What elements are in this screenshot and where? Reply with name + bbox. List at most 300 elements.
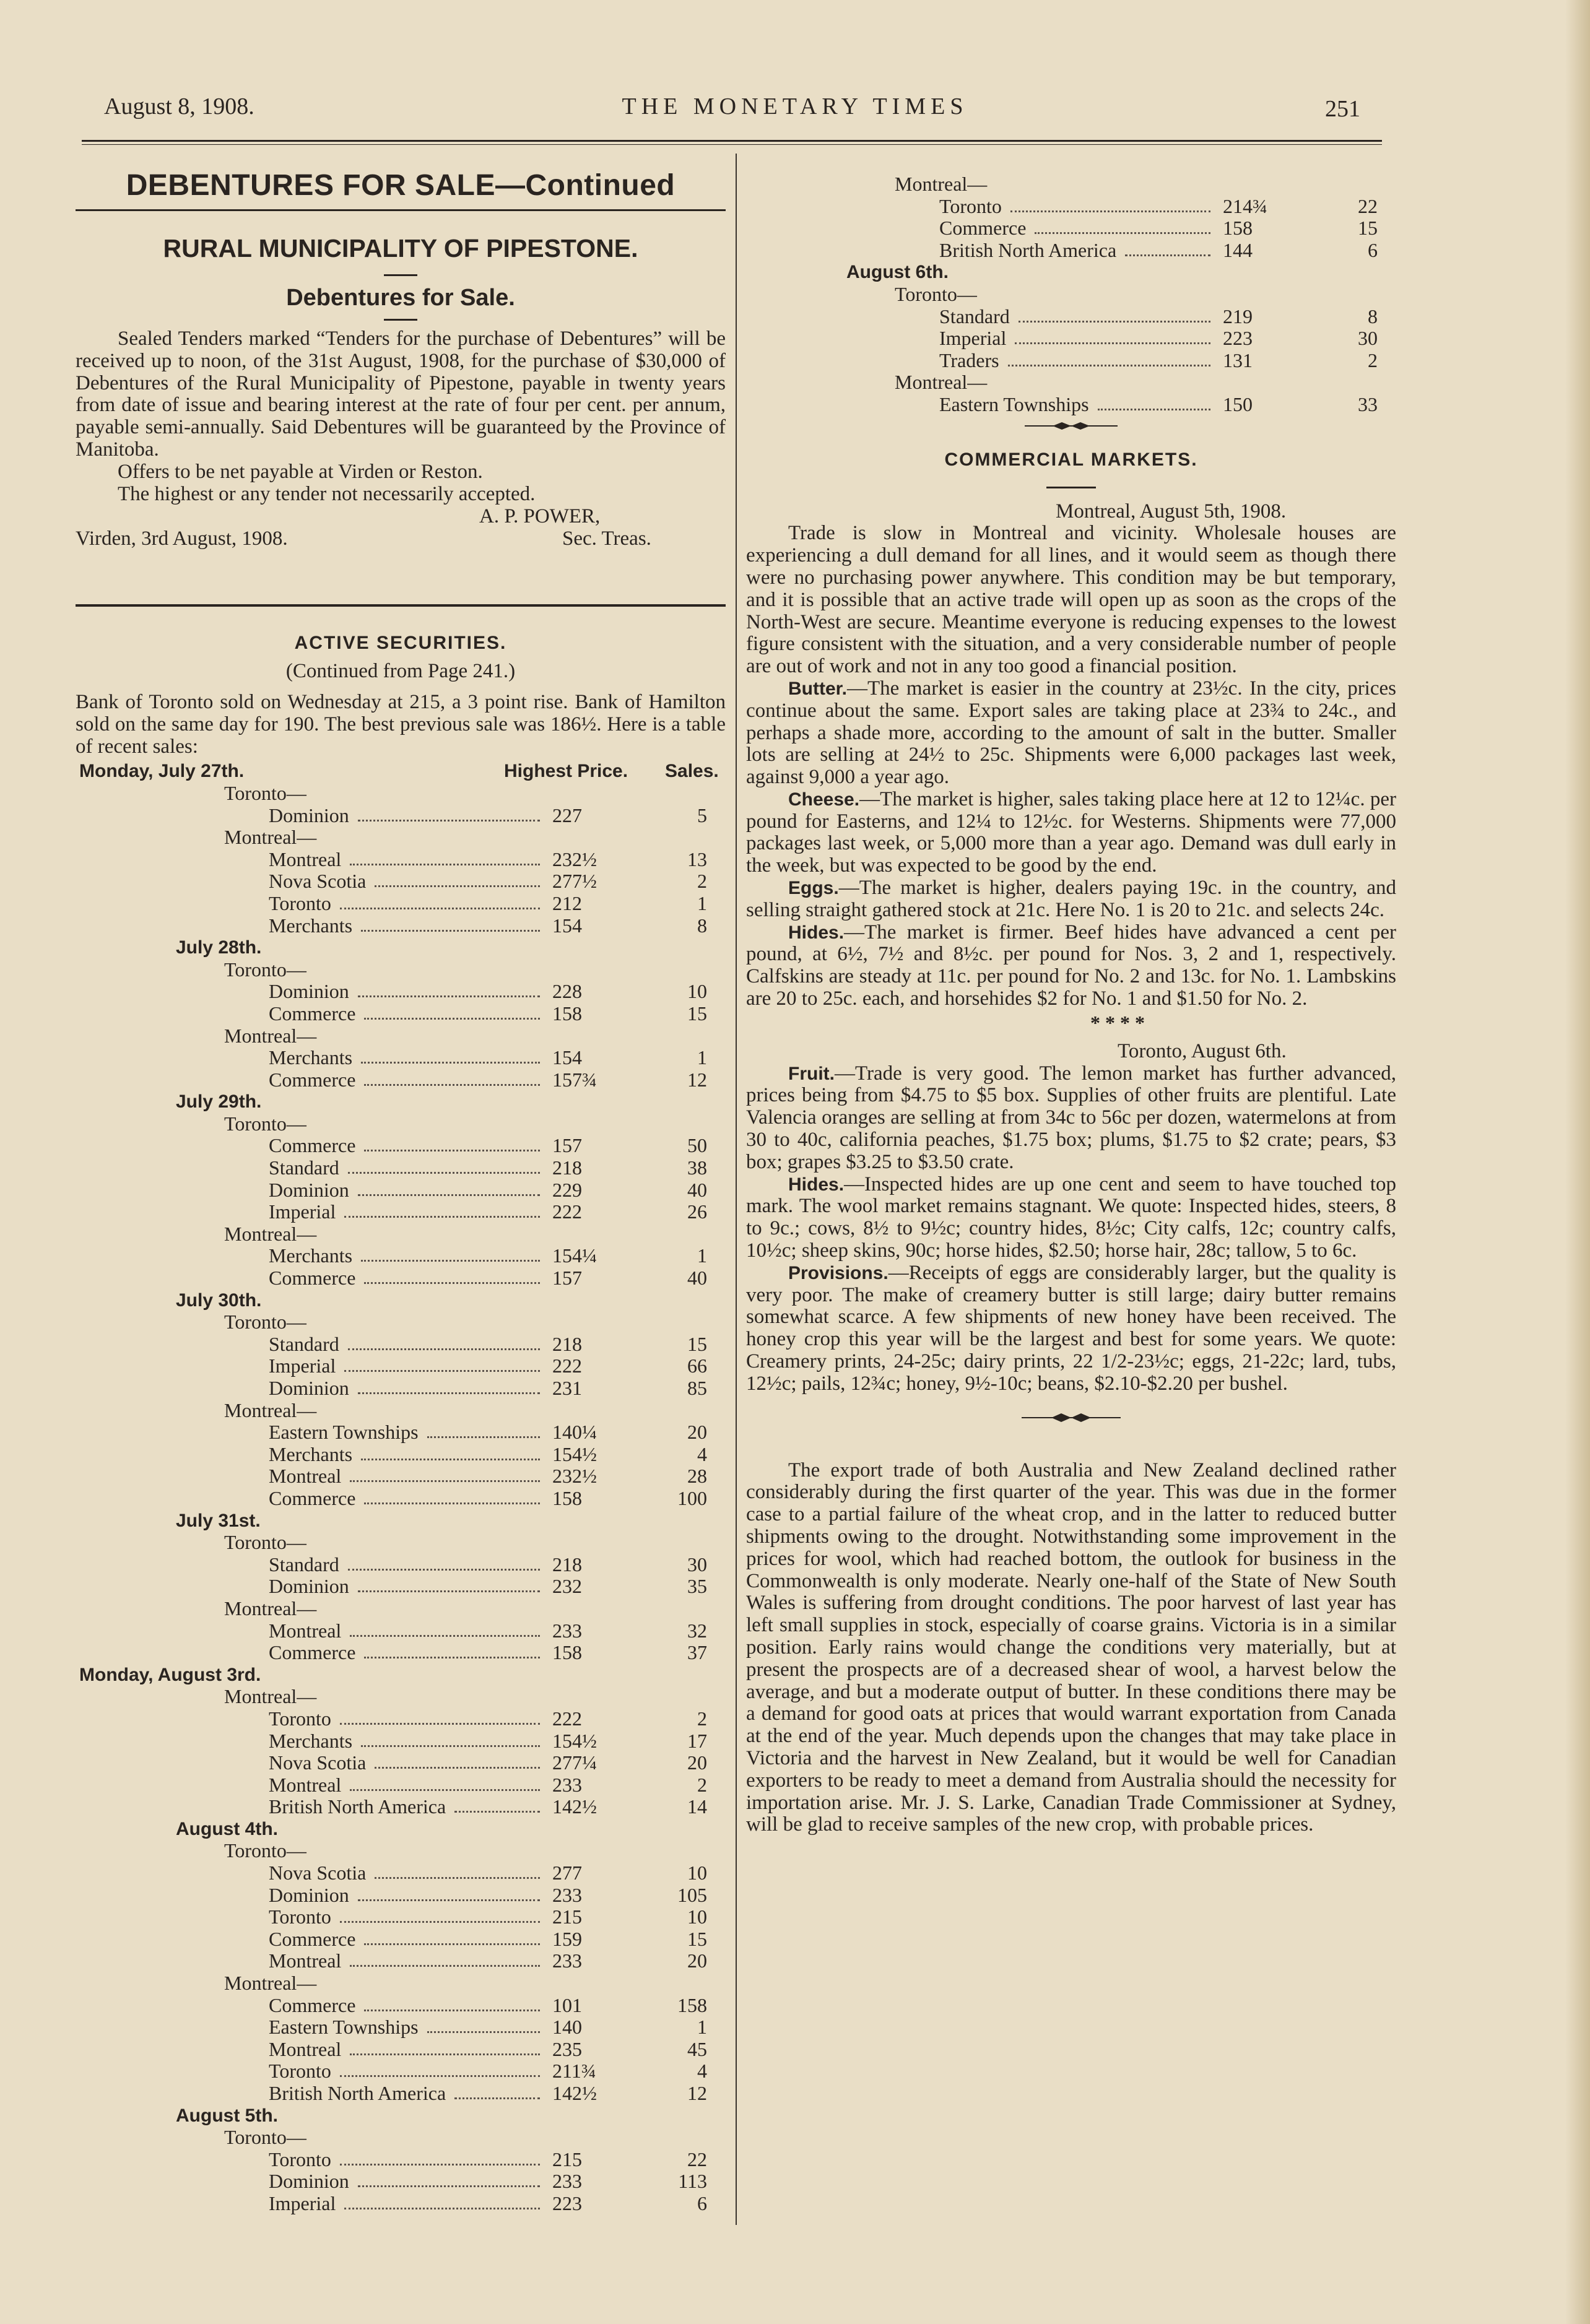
table-row bbox=[76, 1069, 726, 1091]
sales-count: 17 bbox=[687, 1729, 707, 1752]
sales-count: 1 bbox=[697, 2016, 707, 2039]
bank-name: British North America bbox=[269, 1795, 446, 1818]
bank-name: Toronto bbox=[269, 891, 331, 914]
day-heading-row bbox=[76, 1818, 726, 1841]
dot-leader bbox=[350, 864, 540, 865]
highest-price: 227 bbox=[552, 804, 582, 826]
market-item-text: —The market is easier in the country at 23½c. In the city, prices continue about the same. Export sales are taking place at 23¾ to 24c., and perhaps a shade more, according to the amount of salt in the butter. Smaller lots are selling at 24½ to 25c. Shipments were 6,000 packages last week, against 9,000 a year ago. bbox=[746, 677, 1396, 789]
commercial-markets bbox=[746, 501, 1396, 1395]
dot-leader bbox=[344, 2208, 540, 2209]
market-item-label: Fruit. bbox=[788, 1063, 835, 1084]
table-row bbox=[76, 1465, 726, 1488]
bank-name: Dominion bbox=[269, 1178, 349, 1201]
bank-name: Merchants bbox=[269, 914, 353, 937]
bank-name: Imperial bbox=[269, 1355, 336, 1377]
table-row bbox=[76, 1488, 726, 1510]
table-row bbox=[76, 1708, 726, 1730]
dot-leader bbox=[350, 2053, 540, 2055]
banner-rule bbox=[76, 209, 726, 211]
highest-price: 154 bbox=[552, 914, 582, 937]
highest-price: 233 bbox=[552, 1773, 582, 1796]
city-heading-row bbox=[76, 1223, 726, 1246]
dot-leader bbox=[361, 1062, 540, 1064]
table-row bbox=[76, 1245, 726, 1267]
highest-price: 233 bbox=[552, 1949, 582, 1972]
highest-price: 157 bbox=[552, 1134, 582, 1157]
table-row bbox=[76, 2193, 726, 2215]
sales-count: 50 bbox=[687, 1134, 707, 1157]
dot-leader bbox=[375, 885, 540, 887]
city-heading: Montreal— bbox=[224, 1685, 317, 1708]
table-row bbox=[746, 350, 1396, 372]
securities-title: ACTIVE SECURITIES. bbox=[294, 633, 507, 653]
dot-leader bbox=[340, 908, 540, 909]
sales-count: 26 bbox=[687, 1200, 707, 1223]
sales-count: 20 bbox=[687, 1751, 707, 1774]
city-heading-row bbox=[76, 1311, 726, 1333]
table-row bbox=[76, 849, 726, 871]
sales-count: 30 bbox=[687, 1553, 707, 1576]
highest-price: 212 bbox=[552, 891, 582, 914]
bank-name: Dominion bbox=[269, 1377, 349, 1400]
highest-price: 233 bbox=[552, 1619, 582, 1642]
market-item-text: —Inspected hides are up one cent and seem to have touched top mark. The wool market remains stagnant. We quote: Inspected hides, steers, 8 to 9c.; cows, 8½ to 9½c; country hides, 8½c; City calfs, 12c; country calfs, 10½c; sheep skins, 90c; horse hides, $2.50; horse hair, 28c; tallow, 5 to 6c. bbox=[746, 1173, 1396, 1262]
city-heading: Montreal— bbox=[224, 826, 317, 849]
day-heading: August 6th. bbox=[846, 262, 949, 283]
bank-name: British North America bbox=[269, 2082, 446, 2105]
dot-leader bbox=[361, 1260, 540, 1262]
highest-price: 223 bbox=[552, 2192, 582, 2214]
table-row bbox=[76, 1157, 726, 1179]
table-row bbox=[76, 1752, 726, 1774]
bank-name: Eastern Townships bbox=[269, 1421, 419, 1444]
highest-price: 232½ bbox=[552, 1465, 597, 1488]
sales-count: 6 bbox=[697, 2192, 707, 2214]
table-row bbox=[76, 1267, 726, 1290]
bank-name: Toronto bbox=[939, 194, 1002, 217]
table-row bbox=[76, 1995, 726, 2017]
sales-count: 5 bbox=[697, 804, 707, 826]
market-item bbox=[746, 877, 1396, 922]
day-heading-row bbox=[76, 1290, 726, 1312]
bank-name: Commerce bbox=[939, 217, 1027, 240]
city-heading: Montreal— bbox=[224, 1972, 317, 1995]
city-heading: Toronto— bbox=[224, 1311, 306, 1333]
sales-count: 20 bbox=[687, 1949, 707, 1972]
bank-name: Imperial bbox=[939, 327, 1007, 350]
highest-price: 158 bbox=[552, 1002, 582, 1025]
city-heading-row bbox=[76, 783, 726, 805]
toronto-items bbox=[746, 1063, 1396, 1395]
dot-leader bbox=[358, 2185, 540, 2187]
securities-table bbox=[76, 783, 726, 2215]
city-heading-row bbox=[76, 1400, 726, 1422]
dot-leader bbox=[375, 1877, 540, 1879]
sales-count: 15 bbox=[687, 1002, 707, 1025]
table-row bbox=[76, 1774, 726, 1797]
signer-title: Sec. Treas. bbox=[562, 527, 651, 550]
table-row bbox=[76, 1201, 726, 1223]
sales-count: 10 bbox=[687, 1862, 707, 1884]
highest-price: 159 bbox=[552, 1927, 582, 1950]
highest-price: 144 bbox=[1223, 238, 1253, 261]
day-heading: July 31st. bbox=[176, 1510, 261, 1531]
sales-count: 22 bbox=[687, 2148, 707, 2170]
highest-price: 140¼ bbox=[552, 1421, 597, 1444]
bank-name: Toronto bbox=[269, 1707, 331, 1730]
bank-name: British North America bbox=[939, 238, 1117, 261]
montreal-items bbox=[746, 678, 1396, 1010]
debentures-banner: DEBENTURES FOR SALE—Continued bbox=[126, 169, 676, 202]
dot-leader bbox=[350, 1789, 540, 1791]
dot-leader bbox=[350, 1480, 540, 1482]
sales-count: 1 bbox=[697, 891, 707, 914]
market-item-text: —The market is higher, dealers paying 19c. in the country, and selling straight gathered stock at 21c. Here No. 1 is 20 to 21c. and selects 24c. bbox=[746, 877, 1396, 921]
highest-price: 142½ bbox=[552, 2082, 597, 2105]
table-row bbox=[76, 1796, 726, 1818]
sales-count: 45 bbox=[687, 2037, 707, 2060]
table-row bbox=[746, 394, 1396, 416]
bank-name: Montreal bbox=[269, 2037, 342, 2060]
table-row bbox=[76, 981, 726, 1003]
day-heading: Monday, July 27th. bbox=[79, 761, 245, 782]
city-heading-row bbox=[746, 371, 1396, 394]
bank-name: Standard bbox=[939, 305, 1010, 327]
bank-name: Merchants bbox=[269, 1442, 353, 1465]
table-row bbox=[746, 240, 1396, 262]
highest-price: 131 bbox=[1223, 349, 1253, 371]
dot-leader bbox=[1125, 254, 1210, 256]
commercial-title: COMMERCIAL MARKETS. bbox=[944, 449, 1198, 470]
highest-price: 215 bbox=[552, 1906, 582, 1928]
market-item bbox=[746, 678, 1396, 789]
sales-count: 6 bbox=[1368, 238, 1378, 261]
dot-leader bbox=[1010, 210, 1210, 212]
market-item-label: Hides. bbox=[788, 922, 845, 943]
dot-leader bbox=[348, 1172, 540, 1174]
sales-count: 2 bbox=[697, 870, 707, 893]
sales-count: 2 bbox=[1368, 349, 1378, 371]
sales-count: 38 bbox=[687, 1156, 707, 1179]
highest-price: 211¾ bbox=[552, 2060, 596, 2083]
city-heading-row bbox=[746, 284, 1396, 306]
city-heading-row bbox=[76, 1840, 726, 1862]
sales-count: 15 bbox=[687, 1927, 707, 1950]
highest-price: 222 bbox=[552, 1355, 582, 1377]
export-article: The export trade of both Australia and New Zealand declined rather considerably during the first quarter of the year. This was due in the former case to a partial failure of the wheat crop, and in the latter to reduced butter shipments owing to the drought. Notwithstanding some improvement in the prices for wool, which had reached bottom, the outlook for business in the Commonwealth is only moderate. Nearly one-half of the State of New South Wales is suffering from drought conditions. The poor harvest of last year has left small supplies in stock, especially of coarse grains. Victoria is in a similar position. Early rains would change the conditions very materially, but at present the prospects are of a decreased shear of wool, a harvest below the average, and but a moderate output of butter. In these conditions there may be a demand for good oats at prices that would warrant exportation from Canada at the end of the year. Much depends upon the changes that may take place in Victoria and the harvest in New Zealand, but it would be well for Canadian exporters to be ready to meet a demand from Australia should the necessity for importation arise. Mr. J. S. Larke, Canadian Trade Commissioner at Sydney, will be glad to receive samples of the new crop, with probable prices. bbox=[746, 1459, 1396, 1836]
highest-price: 157 bbox=[552, 1267, 582, 1290]
table-row bbox=[76, 1003, 726, 1025]
securities-table-continued bbox=[746, 173, 1396, 416]
dot-leader bbox=[361, 1745, 540, 1747]
sales-count: 113 bbox=[678, 2170, 707, 2193]
dot-leader bbox=[358, 1590, 540, 1592]
sales-count: 2 bbox=[697, 1707, 707, 1730]
city-heading-row bbox=[746, 173, 1396, 196]
highest-price: 157¾ bbox=[552, 1068, 597, 1091]
city-heading: Montreal— bbox=[224, 1024, 317, 1047]
table-row bbox=[76, 1421, 726, 1444]
section-stars: * * * * bbox=[1090, 1011, 1145, 1034]
table-row bbox=[76, 2016, 726, 2039]
table-row bbox=[76, 1135, 726, 1157]
day-heading: August 5th. bbox=[176, 2105, 278, 2126]
sales-count: 15 bbox=[687, 1332, 707, 1355]
city-heading-row bbox=[76, 826, 726, 849]
day-heading: Monday, August 3rd. bbox=[79, 1664, 261, 1685]
table-row bbox=[76, 1355, 726, 1377]
highest-price: 222 bbox=[552, 1200, 582, 1223]
continued-note: (Continued from Page 241.) bbox=[285, 660, 516, 682]
highest-price: 214¾ bbox=[1223, 194, 1267, 217]
sales-count: 158 bbox=[677, 1993, 707, 2016]
sales-count: 1 bbox=[697, 1046, 707, 1069]
highest-price: 218 bbox=[552, 1553, 582, 1576]
dot-leader bbox=[1015, 342, 1210, 344]
city-heading-row bbox=[76, 2127, 726, 2149]
bank-name: Standard bbox=[269, 1156, 339, 1179]
sales-count: 2 bbox=[697, 1773, 707, 1796]
highest-price: 235 bbox=[552, 2037, 582, 2060]
highest-price: 154¼ bbox=[552, 1244, 597, 1267]
city-heading: Toronto— bbox=[224, 1839, 306, 1862]
highest-price: 154½ bbox=[552, 1442, 597, 1465]
municipality-title: RURAL MUNICIPALITY OF PIPESTONE. bbox=[163, 234, 638, 262]
sales-count: 28 bbox=[687, 1465, 707, 1488]
city-heading: Toronto— bbox=[224, 781, 306, 804]
table-row bbox=[76, 1047, 726, 1069]
bank-name: Montreal bbox=[269, 1465, 342, 1488]
bank-name: Commerce bbox=[269, 1486, 356, 1509]
sales-count: 105 bbox=[677, 1883, 707, 1906]
market-item-label: Provisions. bbox=[788, 1262, 888, 1283]
highest-price: 233 bbox=[552, 2170, 582, 2193]
montreal-intro: Trade is slow in Montreal and vicinity. Wholesale houses are experiencing a dull demand for all lines, and it would seem as though there were no purchasing power anywhere. This condition may be but temporary, and it is possible that an active trade will open up as soon as the crops of the North-West are secure. Meantime everyone is reducing expenses to the lowest figure consistent with the situation, and a very considerable number of people are out of work and not in any too good a financial position. bbox=[746, 522, 1396, 678]
table-row bbox=[76, 805, 726, 827]
bank-name: Dominion bbox=[269, 804, 349, 826]
bank-name: Merchants bbox=[269, 1729, 353, 1752]
highest-price: 140 bbox=[552, 2016, 582, 2039]
city-heading: Toronto— bbox=[224, 958, 306, 981]
bank-name: Toronto bbox=[269, 2060, 331, 2083]
highest-price: 150 bbox=[1223, 392, 1253, 415]
highest-price: 142½ bbox=[552, 1795, 597, 1818]
city-heading: Montreal— bbox=[224, 1222, 317, 1245]
sales-count: 35 bbox=[687, 1575, 707, 1598]
highest-price: 154 bbox=[552, 1046, 582, 1069]
table-row bbox=[76, 2083, 726, 2105]
dot-leader bbox=[454, 2097, 540, 2099]
day-heading: August 4th. bbox=[176, 1818, 278, 1839]
dot-leader bbox=[358, 1392, 540, 1394]
bank-name: Merchants bbox=[269, 1046, 353, 1069]
dot-leader bbox=[361, 930, 540, 932]
market-item bbox=[746, 1063, 1396, 1174]
market-item-label: Eggs. bbox=[788, 878, 839, 899]
dot-leader bbox=[340, 1921, 540, 1923]
bank-name: Commerce bbox=[269, 1927, 356, 1950]
market-item bbox=[746, 1174, 1396, 1262]
city-heading: Toronto— bbox=[224, 2126, 306, 2149]
debentures-notice bbox=[76, 168, 726, 202]
dot-leader bbox=[364, 1150, 540, 1151]
short-rule bbox=[384, 319, 417, 321]
montreal-dateline: Montreal, August 5th, 1908. bbox=[1056, 500, 1287, 522]
day-heading-row bbox=[76, 1510, 726, 1532]
table-row bbox=[76, 1333, 726, 1356]
day-heading-row bbox=[746, 261, 1396, 284]
bank-name: Standard bbox=[269, 1553, 339, 1576]
sales-count: 1 bbox=[697, 1244, 707, 1267]
bank-name: Montreal bbox=[269, 848, 342, 870]
city-heading: Montreal— bbox=[895, 371, 988, 394]
market-item bbox=[746, 1262, 1396, 1395]
col-price-header: Highest Price. bbox=[504, 761, 628, 782]
dot-leader bbox=[350, 1635, 540, 1637]
dot-leader bbox=[340, 2075, 540, 2077]
table-row bbox=[76, 1554, 726, 1576]
bank-name: Imperial bbox=[269, 2192, 336, 2214]
dot-leader bbox=[344, 1216, 540, 1218]
toronto-dateline: Toronto, August 6th. bbox=[1118, 1039, 1287, 1062]
table-row bbox=[76, 1444, 726, 1466]
market-item-label: Cheese. bbox=[788, 789, 860, 810]
dot-leader bbox=[364, 1018, 540, 1020]
bank-name: Dominion bbox=[269, 1883, 349, 1906]
place-date: Virden, 3rd August, 1908. bbox=[76, 527, 288, 550]
city-heading: Toronto— bbox=[224, 1112, 306, 1135]
dot-leader bbox=[427, 2031, 540, 2033]
sales-count: 20 bbox=[687, 1421, 707, 1444]
sales-count: 15 bbox=[1358, 217, 1378, 240]
bank-name: Commerce bbox=[269, 1068, 356, 1091]
table-row bbox=[746, 327, 1396, 350]
highest-price: 232 bbox=[552, 1575, 582, 1598]
table-row bbox=[746, 217, 1396, 240]
dot-leader bbox=[344, 1370, 540, 1372]
table-row bbox=[76, 1906, 726, 1928]
sales-count: 30 bbox=[1358, 327, 1378, 350]
dot-leader bbox=[364, 1943, 540, 1945]
highest-price: 233 bbox=[552, 1883, 582, 1906]
dot-leader bbox=[427, 1436, 540, 1438]
notice-rule bbox=[76, 604, 726, 607]
sales-count: 40 bbox=[687, 1178, 707, 1201]
highest-price: 218 bbox=[552, 1156, 582, 1179]
securities-intro: Bank of Toronto sold on Wednesday at 215, a 3 point rise. Bank of Hamilton sold on the same day for 190. The best previous sale was 186½. Here is a table of recent sales: bbox=[76, 691, 726, 758]
table-row bbox=[76, 1928, 726, 1951]
sales-count: 14 bbox=[687, 1795, 707, 1818]
dot-leader bbox=[1098, 409, 1210, 410]
dot-leader bbox=[358, 1899, 540, 1901]
city-heading: Montreal— bbox=[224, 1398, 317, 1421]
dot-leader bbox=[364, 1657, 540, 1658]
dot-leader bbox=[1035, 232, 1210, 234]
city-heading: Toronto— bbox=[895, 282, 977, 305]
day-heading: July 28th. bbox=[176, 937, 262, 958]
table-row bbox=[76, 1950, 726, 1972]
dot-leader bbox=[348, 1348, 540, 1350]
sales-count: 8 bbox=[697, 914, 707, 937]
city-heading: Montreal— bbox=[895, 173, 988, 195]
short-rule bbox=[384, 274, 417, 276]
debentures-subtitle: Debentures for Sale. bbox=[286, 285, 515, 311]
sales-count: 12 bbox=[687, 1068, 707, 1091]
dot-leader bbox=[1019, 321, 1210, 323]
highest-price: 231 bbox=[552, 1377, 582, 1400]
dot-leader bbox=[364, 1084, 540, 1086]
sales-count: 10 bbox=[687, 980, 707, 1003]
bank-name: Montreal bbox=[269, 1619, 342, 1642]
highest-price: 228 bbox=[552, 980, 582, 1003]
table-row bbox=[76, 2060, 726, 2083]
sales-count: 13 bbox=[687, 848, 707, 870]
sales-count: 40 bbox=[687, 1267, 707, 1290]
table-row bbox=[76, 2039, 726, 2061]
bank-name: Nova Scotia bbox=[269, 1862, 367, 1884]
sales-count: 22 bbox=[1358, 194, 1378, 217]
table-row bbox=[746, 306, 1396, 328]
dot-leader bbox=[350, 1965, 540, 1967]
bank-name: Nova Scotia bbox=[269, 870, 367, 893]
highest-price: 215 bbox=[552, 2148, 582, 2170]
highest-price: 232½ bbox=[552, 848, 597, 870]
dot-leader bbox=[1008, 365, 1210, 366]
bank-name: Dominion bbox=[269, 980, 349, 1003]
city-heading-row bbox=[76, 1686, 726, 1708]
day-heading-row bbox=[76, 1091, 726, 1113]
day-heading-row bbox=[76, 937, 726, 959]
dot-leader bbox=[358, 1194, 540, 1196]
market-item-text: —The market is higher, sales taking place here at 12 to 12¼c. per pound for Easterns, and 12¼ to 12½c. for Westerns. Shipments were 77,000 packages last week, or 5,000 more than a year ago. Demand was dull early in the week, but was expected to be good by the end. bbox=[746, 787, 1396, 877]
dot-leader bbox=[358, 995, 540, 997]
table-header bbox=[76, 760, 726, 783]
city-heading: Montreal— bbox=[224, 1597, 317, 1619]
header-rule bbox=[82, 140, 1382, 145]
masthead: THE MONETARY TIMES bbox=[622, 93, 968, 119]
market-item-text: —Receipts of eggs are considerably larger, but the quality is very poor. The make of creamery butter is still large; dairy butter remains somewhat scarce. A few shipments of new honey have been received. The honey crop this year will be the largest and best for some years. We quote: Creamery prints, 24-25c; dairy prints, 22 1/2-23½c; eggs, 21-22c; lard, tubs, 12½c; pails, 12¾c; honey, 9½-10c; beans, $2.10-$2.20 per bushel. bbox=[746, 1261, 1396, 1395]
city-heading-row bbox=[76, 1598, 726, 1620]
offers-text: Offers to be net payable at Virden or Reston. bbox=[118, 460, 483, 483]
ornament-divider bbox=[746, 1409, 1396, 1429]
bank-name: Dominion bbox=[269, 2170, 349, 2193]
signer-name: A. P. POWER, bbox=[479, 505, 601, 528]
market-item bbox=[746, 789, 1396, 877]
page-number: 251 bbox=[1325, 96, 1360, 122]
sales-count: 37 bbox=[687, 1641, 707, 1664]
column-divider bbox=[736, 154, 737, 2225]
table-row bbox=[76, 2170, 726, 2193]
highest-price: 277¼ bbox=[552, 1751, 597, 1774]
table-row bbox=[76, 1730, 726, 1753]
dot-leader bbox=[454, 1811, 540, 1813]
dot-leader bbox=[340, 1723, 540, 1725]
sales-count: 4 bbox=[697, 2060, 707, 2083]
table-row bbox=[76, 915, 726, 937]
city-heading-row bbox=[76, 1113, 726, 1135]
bank-name: Toronto bbox=[269, 1906, 331, 1928]
bank-name: Merchants bbox=[269, 1244, 353, 1267]
sales-count: 32 bbox=[687, 1619, 707, 1642]
bank-name: Nova Scotia bbox=[269, 1751, 367, 1774]
bank-name: Toronto bbox=[269, 2148, 331, 2170]
table-row bbox=[76, 893, 726, 915]
day-heading-row bbox=[76, 2105, 726, 2127]
table-row bbox=[76, 1862, 726, 1884]
table-row bbox=[76, 1179, 726, 1202]
sales-count: 100 bbox=[677, 1486, 707, 1509]
city-heading: Toronto— bbox=[224, 1531, 306, 1554]
